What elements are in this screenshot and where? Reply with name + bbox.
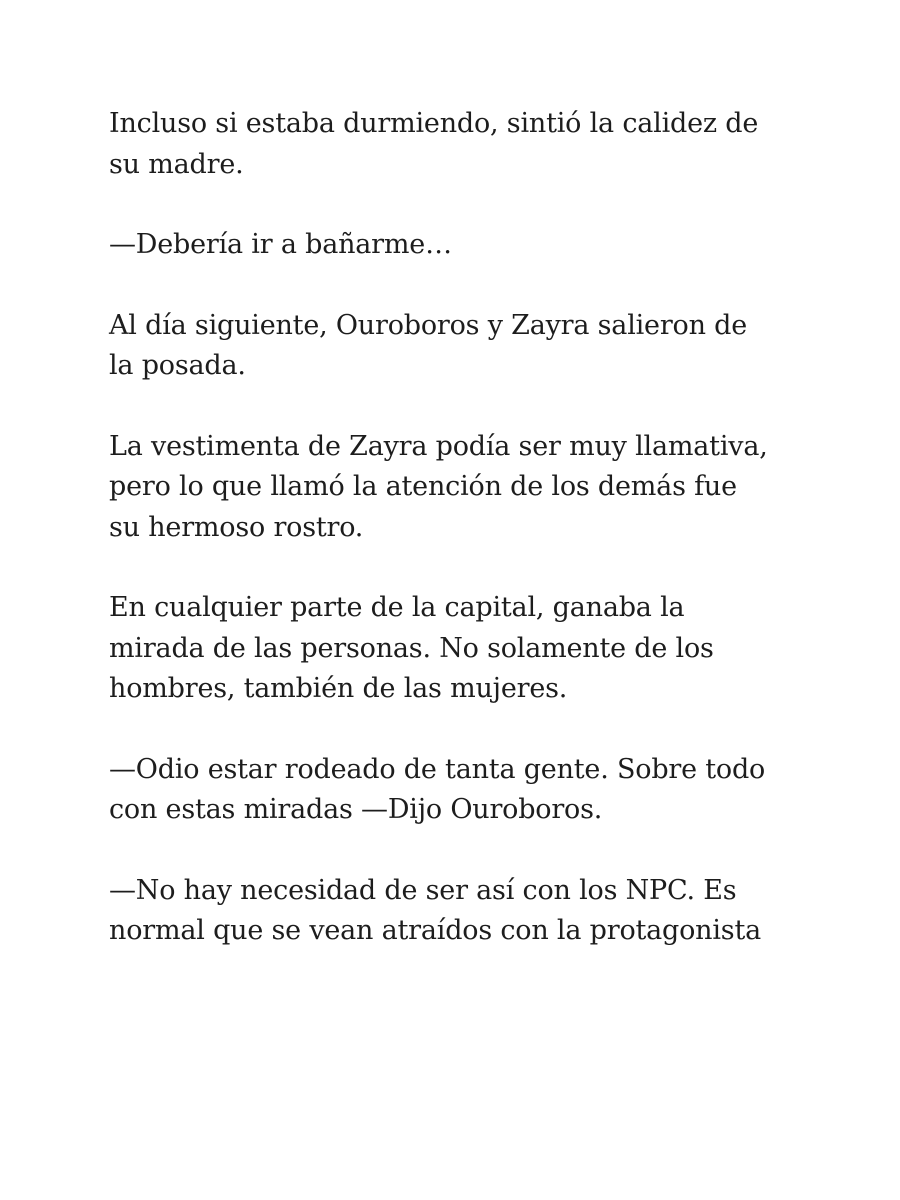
body-text [109,104,809,992]
paragraph-6: —Odio estar rodeado de tanta gente. Sobre todo con estas miradas —Dijo Ouroboros. [109,753,766,825]
paragraph-5: En cualquier parte de la capital, ganaba la mirada de las personas. No solamente de los hombres, también de las mujeres. [109,592,714,704]
paragraph-7: —No hay necesidad de ser así con los NPC. Es normal que se vean atraídos con la protagonista [109,874,762,946]
paragraph-3: Al día siguiente, Ouroboros y Zayra salieron de la posada. [109,309,748,381]
paragraph-4: La vestimenta de Zayra podía ser muy llamativa, pero lo que llamó la atención de los demás fue su hermoso rostro. [109,430,768,543]
paragraph-2: —Debería ir a bañarme… [109,229,452,260]
paragraph-1: Incluso si estaba durmiendo, sintió la calidez de su madre. [109,108,759,180]
